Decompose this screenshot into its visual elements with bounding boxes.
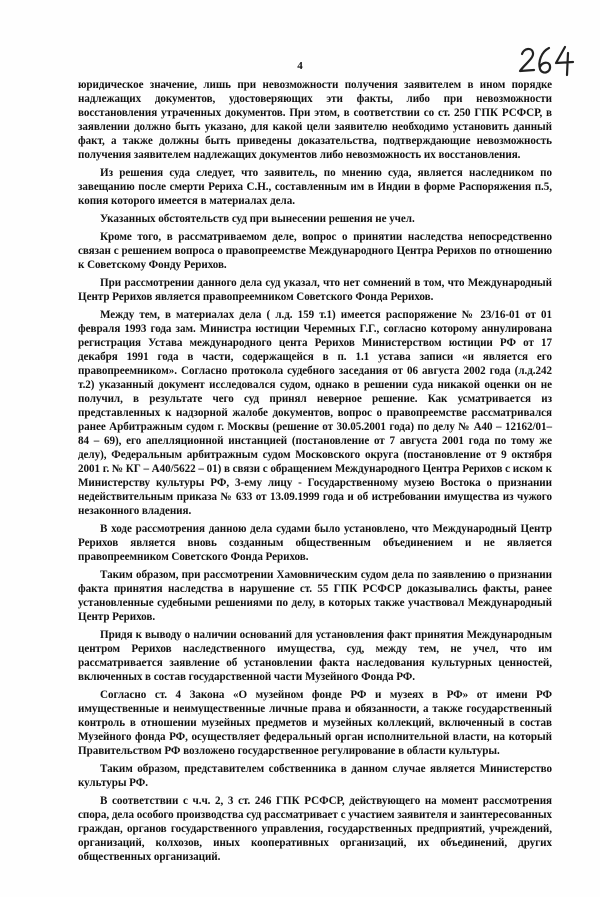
paragraph: Таким образом, при рассмотрении Хамовническим судом дела по заявлению о признании факта принятия наследства в нарушение ст. 55 ГПК РСФСР доказывались факты, ранее установленные судебными решениями по делу, в которых также участвовал Международный Центр Рерихов. [78,569,552,623]
paragraph: Таким образом, представителем собственника в данном случае является Министерство культуры РФ. [78,763,552,789]
paragraph: Придя к выводу о наличии оснований для установления факт принятия Международным центром Рерихов наследственного имущества, суд, между тем, не учел, что им рассматривается заявление об установлении факта наследования культурных ценностей, включенных в состав государственной части Музейного Фонда РФ. [78,629,552,683]
page-number: 4 [297,60,303,72]
paragraph: Согласно ст. 4 Закона «О музейном фонде РФ и музеях в РФ» от имени РФ имущественные и неимущественные личные права и обязанности, а также государственный контроль в отношении музейных предметов и музейных коллекций, включенный в состав Музейного фонда РФ, осуществляет федеральный орган исполнительной власти, на который Правительством РФ возложено государственное регулирование в области культуры. [78,689,552,757]
paragraph: В ходе рассмотрения данною дела судами было установлено, что Международный Центр Рерихов является вновь созданным общественным объединением и не является правопреемником Советского Фонда Рерихов. [78,523,552,563]
paragraph: юридическое значение, лишь при невозможности получения заявителем в ином порядке надлежащих документов, удостоверяющих эти факты, либо при невозможности восстановления утраченных документов. При этом, в соответствии со ст. 250 ГПК РСФСР, в заявлении должно быть указано, для какой цели заявителю необходимо установить данный факт, а также должны быть приведены доказательства, подтверждающие невозможность получения заявителем надлежащих документов либо невозможность их восстановления. [78,79,552,161]
handwritten-page-number [516,44,578,78]
paragraph: Между тем, в материалах дела ( л.д. 159 т.1) имеется распоряжение № 23/16-01 от 01 февраля 1993 года зам. Министра юстиции Черемных Г.Г., согласно которому аннулирована регистрация Устава международного цента Рерихов Министерством юстиции РФ от 17 декабря 1991 года в части, содержащейся в п. 1.1 устава записи «и является его правопреемником». Согласно протокола судебного заседания от 06 августа 2002 года (л.д.242 т.2) указанный документ исследовался судом, однако в решении суда никакой оценки он не получил, в результате чего суд принял неверное решение. Как усматривается из представленных к надзорной жалобе документов, вопрос о правопреемстве рассматривался ранее Арбитражным судом г. Москвы (решение от 30.05.2001 года) по делу № А40 – 12162/01– 84 – 69), его апелляционной инстанцией (постановление от 7 августа 2001 года по тому же делу), Федеральным арбитражным судом Московского округа (постановление от 9 октября 2001 г. № КГ – А40/5622 – 01) в связи с обращением Международного Центра Рерихов с иском к Министерству культуры РФ, 3-ему лицу - Государственному музею Востока о признании недействительным приказа № 633 от 13.09.1999 года и об истребовании имущества из чужого незаконного владения. [78,309,552,517]
paragraph: В соответствии с ч.ч. 2, 3 ст. 246 ГПК РСФСР, действующего на момент рассмотрения спора, дела особого производства суд рассматривает с участием заявителя и заинтересованных граждан, органов государственного управления, государственных предприятий, учреждений, организаций, колхозов, иных кооперативных организаций, их объединений, других общественных организаций. [78,795,552,863]
document-body [78,78,552,868]
handwritten-number-drawing [516,44,578,78]
paragraph: Кроме того, в рассматриваемом деле, вопрос о принятии наследства непосредственно связан с решением вопроса о правопреемстве Международного Центра Рерихов по отношению к Советскому Фонду Рерихов. [78,231,552,271]
paragraph: При рассмотрении данного дела суд указал, что нет сомнений в том, что Международный Центр Рерихов является правопреемником Советского Фонда Рерихов. [78,277,552,303]
paragraph: Указанных обстоятельств суд при вынесении решения не учел. [100,213,415,225]
paragraph: Из решения суда следует, что заявитель, по мнению суда, является наследником по завещанию после смерти Рериха С.Н., составленным им в Индии в форме Распоряжения п.5, копия которого имеется в материалах дела. [78,167,552,207]
